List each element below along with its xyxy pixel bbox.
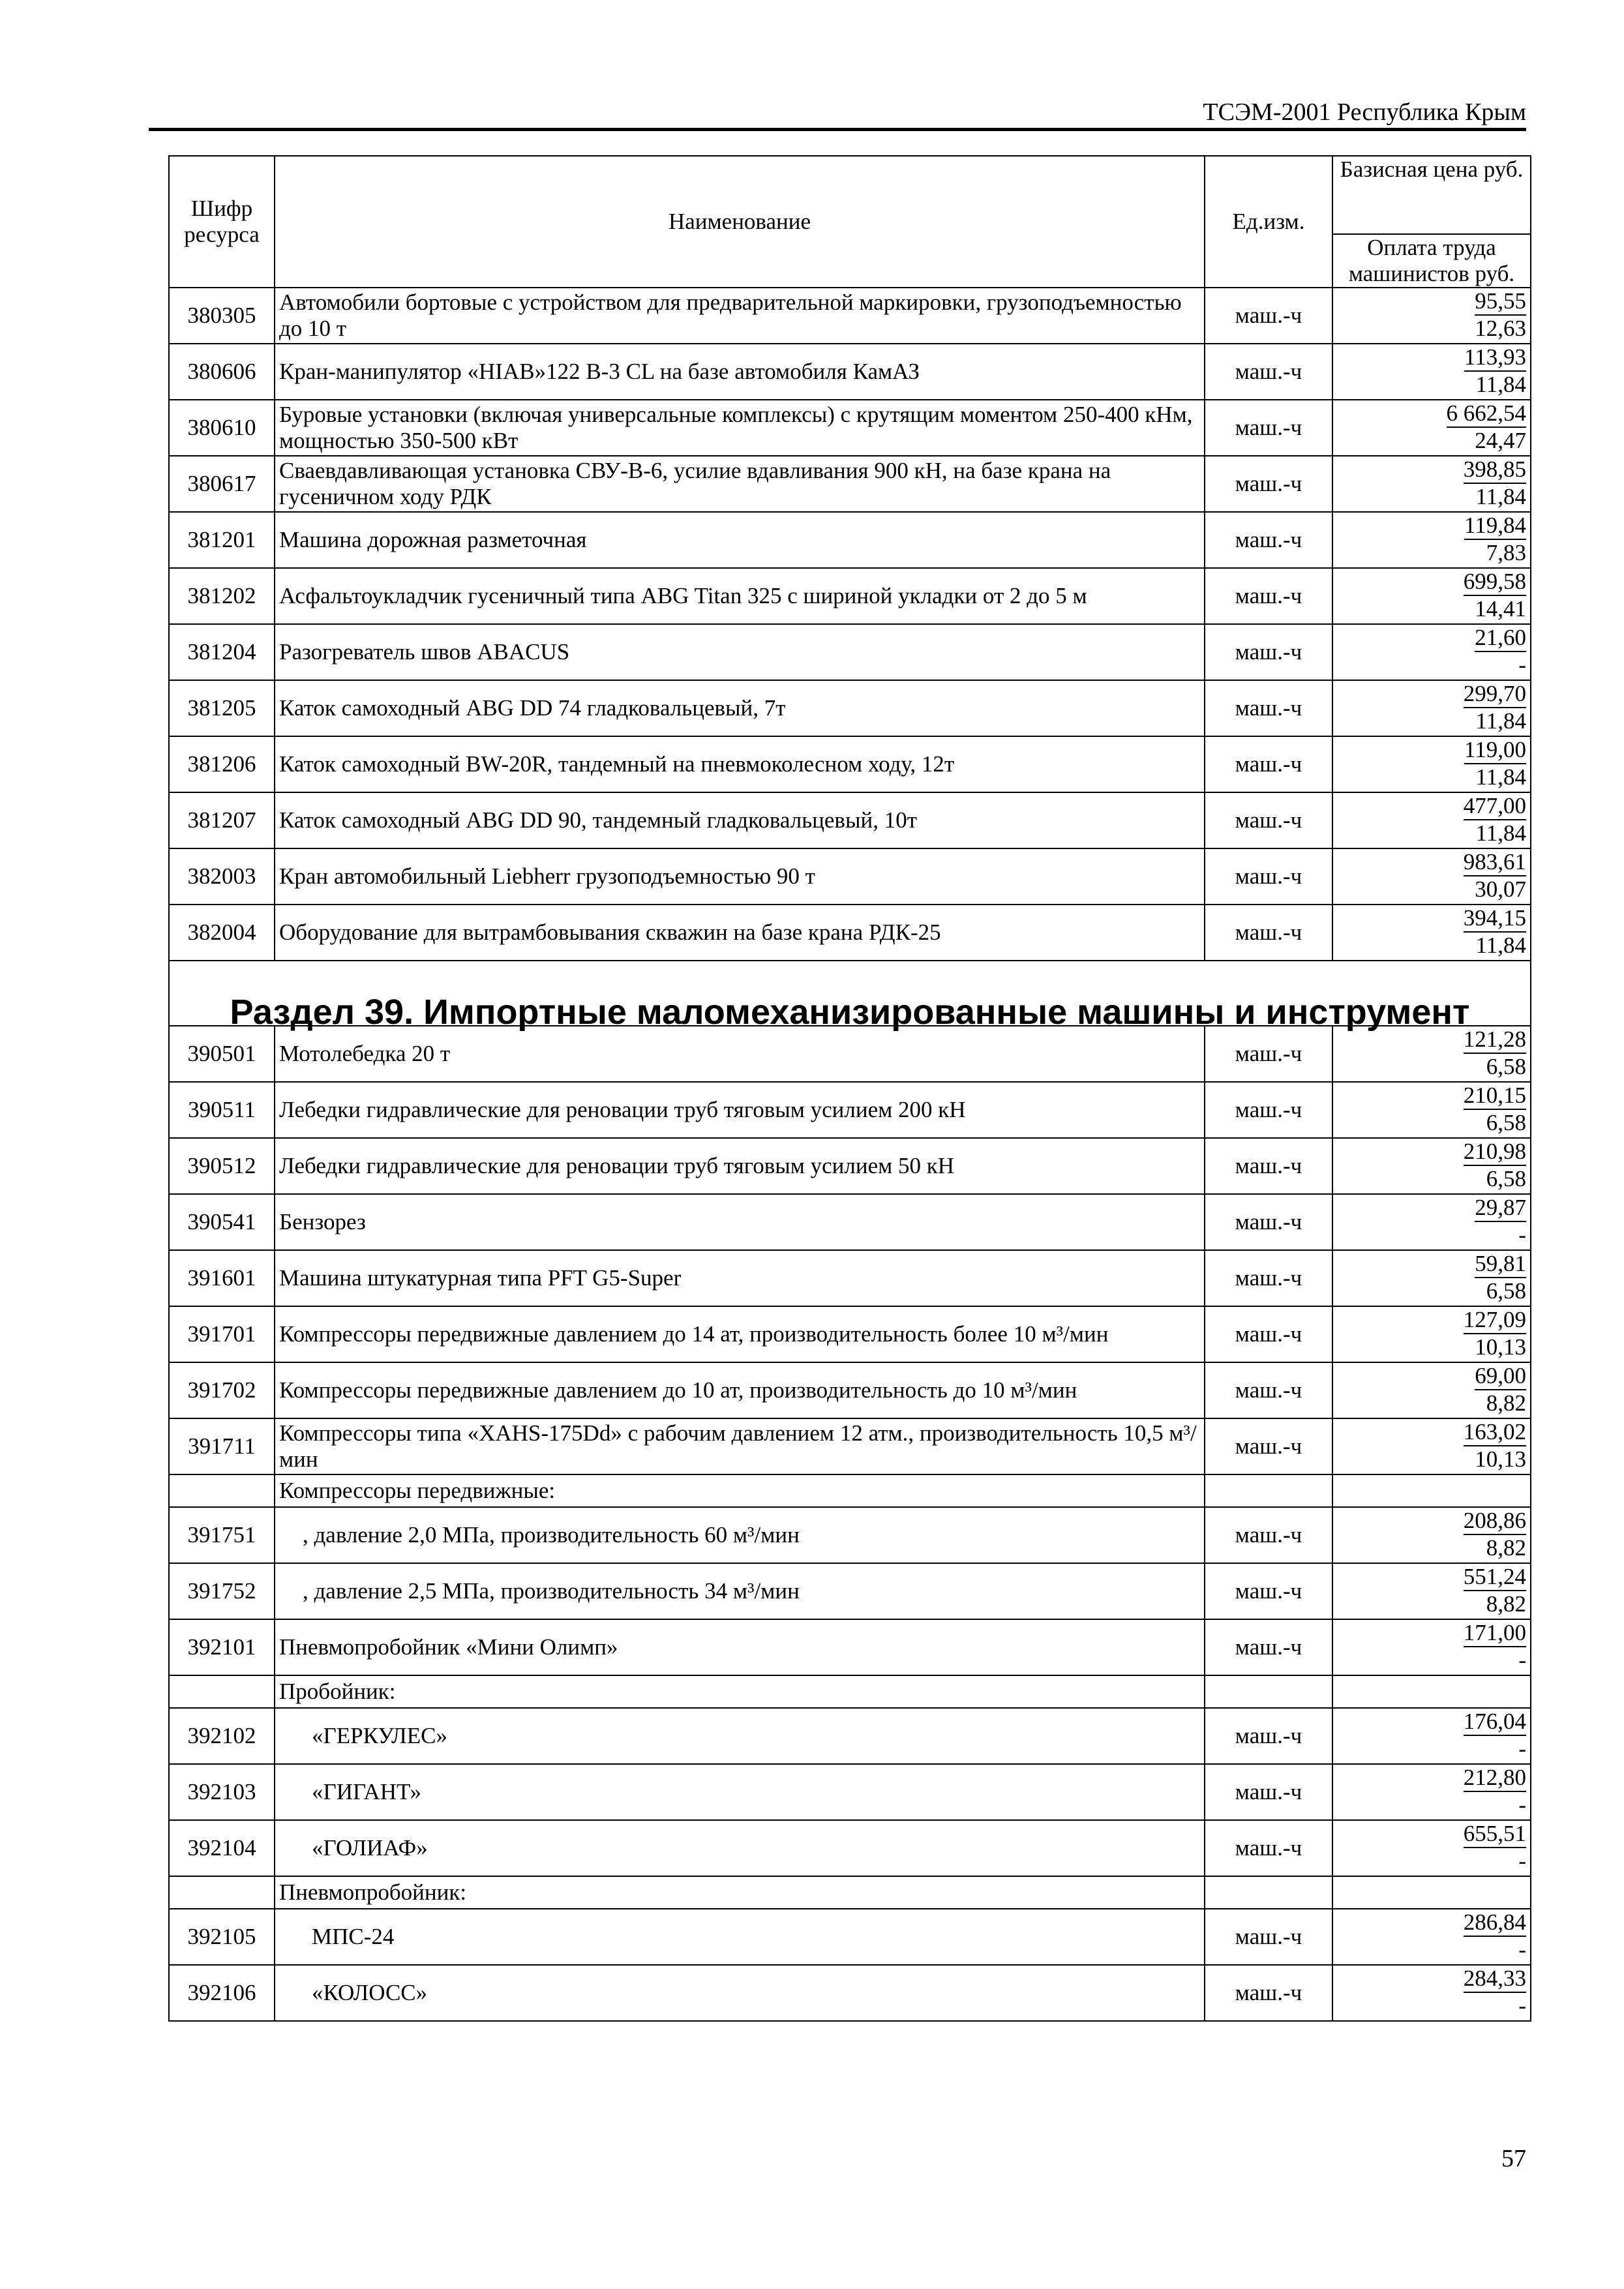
labor-price: 6,58: [1486, 1278, 1526, 1304]
labor-price: 11,84: [1475, 708, 1526, 734]
header-code: Шифр ресурса: [169, 156, 275, 288]
base-price: 398,85: [1464, 456, 1526, 484]
unit: маш.-ч: [1205, 344, 1332, 400]
labor-price: 6,58: [1486, 1110, 1526, 1135]
labor-price: 10,13: [1475, 1334, 1526, 1360]
table-row: [169, 848, 1531, 905]
price-cell: [1332, 288, 1531, 344]
resource-name-text: Буровые установки (включая универсальные комплексы) с крутящим моментом 250-400 кНм, мощностью 350-500 кВт: [279, 402, 1193, 453]
unit: маш.-ч: [1205, 400, 1332, 456]
price-box: [1333, 1139, 1530, 1192]
table-row: [169, 736, 1531, 792]
resource-name-text: «ГИГАНТ»: [312, 1779, 421, 1804]
labor-price: 7,83: [1486, 540, 1526, 565]
labor-price: -: [1518, 1736, 1526, 1761]
resource-name-text: МПС-24: [312, 1924, 395, 1949]
resource-code: 390511: [169, 1082, 275, 1138]
table-row: [169, 1820, 1531, 1876]
labor-price: 11,84: [1475, 484, 1526, 509]
price-cell: [1332, 1138, 1531, 1194]
group-row: [169, 1675, 1531, 1708]
resource-code: 381202: [169, 568, 275, 624]
base-price: 983,61: [1464, 849, 1526, 876]
resource-code: 392103: [169, 1764, 275, 1820]
base-price: 6 662,54: [1447, 400, 1527, 428]
price-cell: [1332, 1026, 1531, 1082]
price-box: [1333, 569, 1530, 622]
price-box: [1333, 1966, 1530, 2019]
base-price: 284,33: [1464, 1966, 1526, 1993]
header-name: Наименование: [275, 156, 1205, 288]
price-cell: [1332, 1820, 1531, 1876]
base-price: 119,00: [1464, 737, 1526, 764]
labor-price: -: [1518, 652, 1526, 678]
resource-code: 382003: [169, 848, 275, 905]
resource-name: [275, 1507, 1205, 1563]
labor-price: 8,82: [1486, 1390, 1526, 1416]
resource-name-text: Кран автомобильный Liebherr грузоподъемностью 90 т: [279, 863, 815, 889]
price-cell: [1332, 1619, 1531, 1675]
resource-name: [275, 456, 1205, 512]
price-box: [1333, 1765, 1530, 1818]
table-row: [169, 624, 1531, 680]
labor-price: 11,84: [1475, 933, 1526, 958]
unit: маш.-ч: [1205, 1965, 1332, 2021]
labor-price: 24,47: [1475, 428, 1526, 453]
resource-code: 380305: [169, 288, 275, 344]
unit: маш.-ч: [1205, 1507, 1332, 1563]
unit: маш.-ч: [1205, 568, 1332, 624]
price-cell: [1332, 1708, 1531, 1764]
resource-name: [275, 1026, 1205, 1082]
resource-code: 391752: [169, 1563, 275, 1619]
group-price-empty: [1332, 1876, 1531, 1909]
labor-price: 8,82: [1486, 1535, 1526, 1561]
resource-name-text: Машина штукатурная типа PFT G5-Super: [279, 1265, 682, 1291]
price-box: [1333, 1026, 1530, 1080]
unit: маш.-ч: [1205, 288, 1332, 344]
table-row: [169, 1965, 1531, 2021]
resource-name: [275, 1965, 1205, 2021]
price-box: [1333, 681, 1530, 734]
resource-name-text: Лебедки гидравлические для реновации труб тяговым усилием 200 кН: [279, 1097, 966, 1122]
resource-code: 381204: [169, 624, 275, 680]
resource-code: 391711: [169, 1418, 275, 1474]
unit: маш.-ч: [1205, 680, 1332, 736]
resource-code: 381201: [169, 512, 275, 568]
resource-name: [275, 680, 1205, 736]
header-price: [1332, 156, 1531, 288]
resource-code: 381205: [169, 680, 275, 736]
unit: маш.-ч: [1205, 1194, 1332, 1250]
unit: маш.-ч: [1205, 905, 1332, 961]
resource-code: 380610: [169, 400, 275, 456]
resource-name: [275, 1306, 1205, 1362]
price-cell: [1332, 1563, 1531, 1619]
price-cell: [1332, 848, 1531, 905]
resource-code: 390512: [169, 1138, 275, 1194]
price-cell: [1332, 400, 1531, 456]
labor-price: -: [1518, 1792, 1526, 1818]
price-cell: [1332, 905, 1531, 961]
header-unit: Ед.изм.: [1205, 156, 1332, 288]
group-row: [169, 1474, 1531, 1507]
resource-name: [275, 905, 1205, 961]
group-unit-empty: [1205, 1675, 1332, 1708]
resource-name: [275, 1820, 1205, 1876]
resource-name: [275, 344, 1205, 400]
base-price: 299,70: [1464, 681, 1526, 708]
table-row: [169, 792, 1531, 848]
group-unit-empty: [1205, 1876, 1332, 1909]
labor-price: 11,84: [1475, 372, 1526, 397]
price-cell: [1332, 344, 1531, 400]
resource-name-text: Каток самоходный ABG DD 74 гладковальцевый, 7т: [279, 695, 786, 721]
base-price: 699,58: [1464, 569, 1526, 596]
table-row: [169, 1619, 1531, 1675]
base-price: 119,84: [1464, 513, 1526, 540]
price-box: [1333, 1251, 1530, 1304]
table-row: [169, 680, 1531, 736]
price-box: [1333, 1709, 1530, 1762]
table-row: [169, 456, 1531, 512]
resource-name: [275, 1909, 1205, 1965]
price-box: [1333, 1419, 1530, 1473]
price-box: [1333, 1363, 1530, 1416]
price-cell: [1332, 1306, 1531, 1362]
labor-price: -: [1518, 1647, 1526, 1673]
unit: маш.-ч: [1205, 848, 1332, 905]
unit: маш.-ч: [1205, 1708, 1332, 1764]
resource-name: [275, 512, 1205, 568]
unit: маш.-ч: [1205, 512, 1332, 568]
resource-name-text: Мотолебедка 20 т: [279, 1041, 451, 1066]
resource-name-text: Асфальтоукладчик гусеничный типа ABG Titan 325 с шириной укладки от 2 до 5 м: [279, 583, 1087, 608]
group-code-empty: [169, 1474, 275, 1507]
group-price-empty: [1332, 1675, 1531, 1708]
group-price-empty: [1332, 1474, 1531, 1507]
base-price: 655,51: [1464, 1821, 1526, 1848]
labor-price: 14,41: [1475, 596, 1526, 621]
price-box: [1333, 905, 1530, 959]
base-price: 477,00: [1464, 793, 1526, 820]
group-code-empty: [169, 1876, 275, 1909]
unit: маш.-ч: [1205, 1820, 1332, 1876]
unit: маш.-ч: [1205, 624, 1332, 680]
table-row: [169, 1418, 1531, 1474]
base-price: 210,98: [1464, 1139, 1526, 1166]
price-box: [1333, 793, 1530, 846]
price-cell: [1332, 1909, 1531, 1965]
group-code-empty: [169, 1675, 275, 1708]
resource-name: [275, 1563, 1205, 1619]
labor-price: 6,58: [1486, 1054, 1526, 1079]
resource-name-text: , давление 2,0 МПа, производительность 60 м³/мин: [303, 1522, 800, 1548]
price-box: [1333, 849, 1530, 903]
table-row: [169, 288, 1531, 344]
base-price: 176,04: [1464, 1709, 1526, 1736]
base-price: 69,00: [1475, 1363, 1526, 1390]
resource-name: [275, 792, 1205, 848]
resource-name-text: , давление 2,5 МПа, производительность 34 м³/мин: [303, 1578, 800, 1604]
resource-name-text: Кран-манипулятор «HIAB»122 В-3 CL на базе автомобиля КамАЗ: [279, 359, 920, 384]
section-title: Раздел 39. Импортные маломеханизированные машины и инструмент: [169, 961, 1531, 1026]
resource-name: [275, 736, 1205, 792]
unit: маш.-ч: [1205, 1138, 1332, 1194]
price-cell: [1332, 1507, 1531, 1563]
unit: маш.-ч: [1205, 1563, 1332, 1619]
group-unit-empty: [1205, 1474, 1332, 1507]
labor-price: 8,82: [1486, 1591, 1526, 1617]
resource-name-text: Каток самоходный BW-20R, тандемный на пневмоколесном ходу, 12т: [279, 751, 955, 777]
resource-name-text: Компрессоры передвижные давлением до 14 ат, производительность более 10 м³/мин: [279, 1321, 1109, 1347]
price-cell: [1332, 1418, 1531, 1474]
resource-name: [275, 1082, 1205, 1138]
table-row: [169, 1708, 1531, 1764]
price-box: [1333, 1564, 1530, 1617]
group-row: [169, 1876, 1531, 1909]
price-box: [1333, 1909, 1530, 1963]
labor-price: -: [1518, 1993, 1526, 2018]
price-cell: [1332, 680, 1531, 736]
resource-name: [275, 1250, 1205, 1306]
labor-price: 11,84: [1475, 764, 1526, 790]
base-price: 210,15: [1464, 1083, 1526, 1110]
base-price: 59,81: [1475, 1251, 1526, 1278]
price-cell: [1332, 792, 1531, 848]
price-cell: [1332, 1362, 1531, 1418]
unit: маш.-ч: [1205, 1026, 1332, 1082]
table-row: [169, 1563, 1531, 1619]
unit: маш.-ч: [1205, 1250, 1332, 1306]
price-box: [1333, 1620, 1530, 1673]
price-cell: [1332, 624, 1531, 680]
unit: маш.-ч: [1205, 1619, 1332, 1675]
labor-price: -: [1518, 1848, 1526, 1874]
price-cell: [1332, 512, 1531, 568]
price-box: [1333, 1195, 1530, 1248]
resource-code: 392106: [169, 1965, 275, 2021]
base-price: 95,55: [1475, 288, 1526, 316]
resource-code: 392105: [169, 1909, 275, 1965]
resource-name-text: Разогреватель швов ABACUS: [279, 639, 570, 665]
resource-code: 390501: [169, 1026, 275, 1082]
table-row: [169, 1306, 1531, 1362]
header-price-labor: Оплата труда машинистов руб.: [1348, 235, 1515, 286]
resource-name-text: Пневмопробойник «Мини Олимп»: [279, 1634, 618, 1660]
price-box: [1333, 1508, 1530, 1561]
resource-table: [168, 155, 1531, 2022]
resource-code: 380606: [169, 344, 275, 400]
price-cell: [1332, 1194, 1531, 1250]
resource-name: [275, 1194, 1205, 1250]
resource-name: [275, 1619, 1205, 1675]
table-row: [169, 1026, 1531, 1082]
base-price: 113,93: [1464, 344, 1526, 372]
resource-code: 391751: [169, 1507, 275, 1563]
unit: маш.-ч: [1205, 456, 1332, 512]
price-box: [1333, 456, 1530, 510]
resource-code: 382004: [169, 905, 275, 961]
resource-code: 380617: [169, 456, 275, 512]
resource-name: [275, 400, 1205, 456]
table-row: [169, 568, 1531, 624]
price-box: [1333, 1307, 1530, 1360]
price-box: [1333, 513, 1530, 566]
resource-code: 392102: [169, 1708, 275, 1764]
resource-name-text: Каток самоходный ABG DD 90, тандемный гладковальцевый, 10т: [279, 807, 918, 833]
price-cell: [1332, 1250, 1531, 1306]
resource-code: 391601: [169, 1250, 275, 1306]
resource-name: [275, 1138, 1205, 1194]
price-box: [1333, 625, 1530, 678]
table-row: [169, 1250, 1531, 1306]
table-row: [169, 344, 1531, 400]
table-row: [169, 1909, 1531, 1965]
price-cell: [1332, 1082, 1531, 1138]
resource-name: [275, 848, 1205, 905]
resource-code: 392101: [169, 1619, 275, 1675]
labor-price: 6,58: [1486, 1166, 1526, 1191]
resource-name-text: «ГЕРКУЛЕС»: [312, 1723, 448, 1748]
resource-code: 390541: [169, 1194, 275, 1250]
base-price: 163,02: [1464, 1419, 1526, 1446]
table-row: [169, 1507, 1531, 1563]
group-label: Пневмопробойник:: [275, 1876, 1205, 1909]
resource-code: 391701: [169, 1306, 275, 1362]
resource-code: 392104: [169, 1820, 275, 1876]
base-price: 171,00: [1464, 1620, 1526, 1647]
resource-name-text: Сваевдавливающая установка СВУ-В-6, усилие вдавливания 900 кН, на базе крана на гусеничном ходу РДК: [279, 458, 1111, 509]
resource-name: [275, 568, 1205, 624]
table-row: [169, 512, 1531, 568]
unit: маш.-ч: [1205, 1909, 1332, 1965]
base-price: 286,84: [1464, 1909, 1526, 1937]
group-label: Пробойник:: [275, 1675, 1205, 1708]
resource-name-text: Оборудование для вытрамбовывания скважин на базе крана РДК-25: [279, 920, 941, 945]
price-box: [1333, 737, 1530, 790]
base-price: 121,28: [1464, 1026, 1526, 1054]
price-cell: [1332, 1764, 1531, 1820]
labor-price: 30,07: [1475, 876, 1526, 902]
unit: маш.-ч: [1205, 1764, 1332, 1820]
price-box: [1333, 288, 1530, 342]
resource-name: [275, 1362, 1205, 1418]
table-row: [169, 1764, 1531, 1820]
table-row: [169, 1362, 1531, 1418]
labor-price: 10,13: [1475, 1446, 1526, 1472]
section-row: [169, 961, 1531, 1026]
page-header: [149, 97, 1526, 131]
labor-price: 11,84: [1475, 820, 1526, 846]
resource-name: [275, 1764, 1205, 1820]
resource-name-text: «КОЛОСС»: [312, 1980, 428, 2005]
labor-price: -: [1518, 1222, 1526, 1248]
price-cell: [1332, 568, 1531, 624]
unit: маш.-ч: [1205, 1082, 1332, 1138]
table-row: [169, 1194, 1531, 1250]
resource-name: [275, 624, 1205, 680]
resource-name-text: Машина дорожная разметочная: [279, 527, 587, 552]
base-price: 127,09: [1464, 1307, 1526, 1334]
unit: маш.-ч: [1205, 792, 1332, 848]
resource-code: 381206: [169, 736, 275, 792]
price-box: [1333, 400, 1530, 454]
price-cell: [1332, 1965, 1531, 2021]
base-price: 21,60: [1475, 625, 1526, 652]
price-box: [1333, 1083, 1530, 1136]
table-header-row: [169, 156, 1531, 288]
resource-code: 381207: [169, 792, 275, 848]
unit: маш.-ч: [1205, 1418, 1332, 1474]
base-price: 29,87: [1475, 1195, 1526, 1222]
unit: маш.-ч: [1205, 736, 1332, 792]
page-number: 57: [1501, 2145, 1526, 2172]
table-row: [169, 400, 1531, 456]
resource-name-text: Бензорез: [279, 1209, 366, 1234]
labor-price: 12,63: [1475, 316, 1526, 341]
price-box: [1333, 1821, 1530, 1874]
price-cell: [1332, 456, 1531, 512]
base-price: 551,24: [1464, 1564, 1526, 1591]
resource-name-text: Компрессоры передвижные давлением до 10 ат, производительность до 10 м³/мин: [279, 1377, 1077, 1403]
group-label: Компрессоры передвижные:: [275, 1474, 1205, 1507]
base-price: 208,86: [1464, 1508, 1526, 1535]
unit: маш.-ч: [1205, 1306, 1332, 1362]
header-price-base: Базисная цена руб.: [1333, 157, 1530, 235]
table-row: [169, 1082, 1531, 1138]
table-row: [169, 905, 1531, 961]
resource-name: [275, 1708, 1205, 1764]
price-cell: [1332, 736, 1531, 792]
resource-name: [275, 288, 1205, 344]
resource-name-text: Лебедки гидравлические для реновации труб тяговым усилием 50 кН: [279, 1153, 955, 1178]
labor-price: -: [1518, 1937, 1526, 1962]
price-box: [1333, 344, 1530, 398]
resource-name: [275, 1418, 1205, 1474]
header-title: ТСЭМ-2001 Республика Крым: [1203, 98, 1526, 126]
base-price: 394,15: [1464, 905, 1526, 933]
resource-name-text: Компрессоры типа «XAHS-175Dd» с рабочим давлением 12 атм., производительность 10,5 м³/мин: [279, 1420, 1197, 1472]
unit: маш.-ч: [1205, 1362, 1332, 1418]
resource-name-text: Автомобили бортовые с устройством для предварительной маркировки, грузоподъемностью до 10 т: [279, 290, 1182, 341]
table-row: [169, 1138, 1531, 1194]
base-price: 212,80: [1464, 1765, 1526, 1792]
resource-code: 391702: [169, 1362, 275, 1418]
resource-name-text: «ГОЛИАФ»: [312, 1835, 428, 1861]
